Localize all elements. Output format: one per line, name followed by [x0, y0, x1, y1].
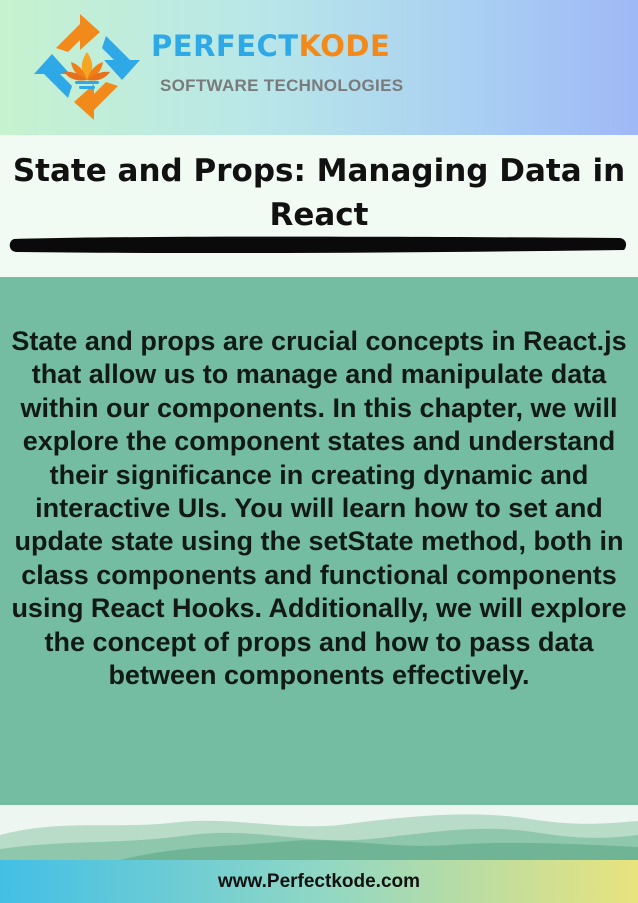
lotus-arrows-icon: [28, 8, 146, 126]
brand-name-part2: KODE: [298, 29, 391, 63]
watercolor-hills: [0, 805, 638, 860]
brand-name: [151, 29, 391, 63]
website-link[interactable]: www.Perfectkode.com: [217, 871, 421, 892]
brand-name-part1: PERFECT: [151, 29, 299, 63]
brush-divider: [8, 235, 628, 255]
body-paragraph: State and props are crucial concepts in React.js that allow us to manage and manipulate data within our components. In this chapter, we will explore the component states and understand their significance in creating dynamic and interactive UIs. You will learn how to set and update state using the setState method, both in class components and functional components using React Hooks. Additionally, we will explore the concept of props and how to pass data between components effectively.: [11, 326, 627, 691]
title-band: [0, 135, 638, 277]
header-banner: [0, 0, 638, 135]
page-title: State and Props: Managing Data in React: [12, 153, 626, 233]
brand-tagline: SOFTWARE TECHNOLOGIES: [160, 76, 404, 95]
content-panel: [0, 277, 638, 805]
footer-bar: [0, 860, 638, 903]
